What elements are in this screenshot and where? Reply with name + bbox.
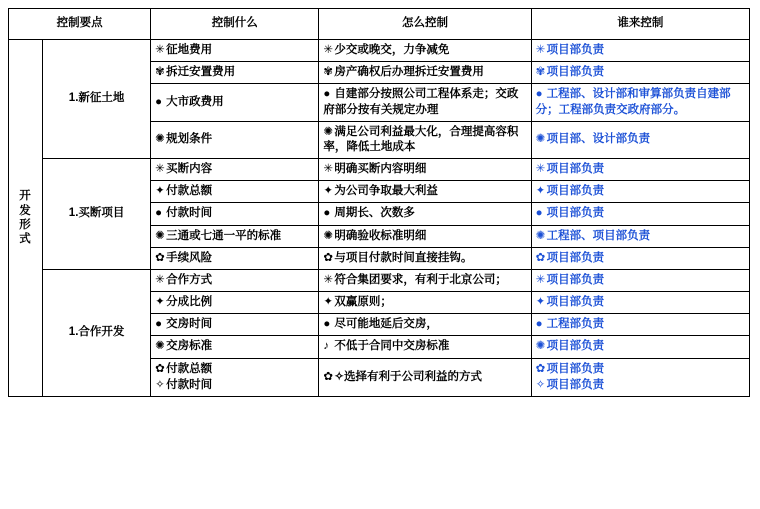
table-body	[9, 40, 750, 397]
what-text: 付款时间	[166, 207, 213, 220]
who-text: 项目部负责	[546, 251, 605, 264]
bullet-icon: ●	[155, 207, 163, 220]
bullet-icon: ✺	[155, 340, 165, 353]
what-text: 三通或七通一平的标准	[166, 229, 282, 242]
what-text: 规划条件	[166, 133, 213, 146]
how-cell	[319, 336, 531, 358]
what-text-2: 付款时间	[166, 378, 213, 391]
table-row	[9, 269, 750, 291]
bullet-icon: ●	[323, 318, 331, 331]
bullet-icon: ●	[535, 207, 543, 220]
who-text: 项目部负责	[546, 66, 605, 79]
who-line-1	[536, 362, 745, 377]
what-cell	[151, 314, 319, 336]
bullet-icon: ✺	[155, 229, 165, 242]
how-text: 满足公司利益最大化，合理提高容积率，降低土地成本	[323, 125, 519, 153]
bullet-icon: ✺	[535, 340, 546, 353]
what-cell	[151, 247, 319, 269]
who-cell	[531, 269, 749, 291]
who-cell	[531, 121, 749, 158]
what-text: 大市政费用	[166, 95, 224, 108]
bullet-icon: ✳	[323, 44, 334, 56]
bullet-icon: ✿	[535, 251, 546, 264]
how-text: 少交或晚交，力争减免	[334, 44, 450, 56]
how-cell	[319, 292, 531, 314]
table-header	[9, 9, 750, 40]
bullet-icon: ✦	[323, 185, 334, 198]
who-cell	[531, 40, 749, 62]
bullet-icon: ✿	[535, 362, 546, 375]
how-text: 房产确权后办理拆迁安置费用	[334, 66, 484, 79]
what-cell	[151, 292, 319, 314]
who-text-2: 项目部负责	[546, 378, 605, 391]
how-cell	[319, 247, 531, 269]
what-cell	[151, 159, 319, 181]
how-cell	[319, 203, 531, 225]
group-label-cooperation: 1.合作开发	[43, 269, 151, 396]
who-text: 项目部负责	[546, 296, 605, 309]
bullet-icon: ✳	[323, 163, 334, 176]
how-text: 周期长、次数多	[334, 207, 415, 220]
who-cell	[531, 247, 749, 269]
bullet-icon: ✾	[155, 66, 165, 79]
how-text: ✧选择有利于公司利益的方式	[334, 370, 483, 383]
how-cell	[319, 84, 531, 121]
header-what: 控制什么	[151, 9, 319, 40]
bullet-icon: ♪	[323, 340, 330, 353]
how-cell	[319, 269, 531, 291]
what-text: 分成比例	[166, 296, 213, 309]
what-text: 交房标准	[166, 340, 213, 353]
who-cell	[531, 181, 749, 203]
how-cell	[319, 358, 531, 396]
who-text: 项目部、设计部负责	[546, 133, 651, 146]
how-text: 不低于合同中交房标准	[334, 340, 450, 353]
who-text: 项目部负责	[546, 185, 605, 198]
group-label-buyout: 1.买断项目	[43, 159, 151, 270]
how-cell	[319, 62, 531, 84]
bullet-icon: ✦	[323, 296, 334, 309]
what-cell	[151, 203, 319, 225]
what-cell	[151, 121, 319, 158]
who-text: 工程部负责	[546, 318, 605, 331]
what-line-2	[155, 378, 314, 393]
bullet-icon: ✳	[155, 163, 165, 176]
who-text: 项目部负责	[546, 362, 605, 375]
what-cell	[151, 225, 319, 247]
what-text: 买断内容	[166, 163, 213, 176]
group-label-new-land: 1.新征土地	[43, 40, 151, 159]
what-cell	[151, 84, 319, 121]
who-text: 项目部负责	[546, 207, 605, 220]
bullet-icon: ✾	[323, 66, 334, 79]
how-cell	[319, 121, 531, 158]
control-points-table	[8, 8, 750, 397]
bullet-icon: ✿	[155, 362, 165, 375]
how-text: 双赢原则；	[334, 296, 392, 309]
table-row	[9, 40, 750, 62]
how-cell	[319, 314, 531, 336]
how-text: 明确验收标准明细	[334, 229, 427, 242]
bullet-icon: ✳	[155, 273, 165, 286]
what-text: 征地费用	[166, 44, 213, 56]
bullet-icon: ✺	[323, 125, 334, 138]
what-text: 付款总额	[166, 185, 213, 198]
who-cell	[531, 62, 749, 84]
bullet-icon: ●	[323, 88, 331, 101]
how-cell	[319, 181, 531, 203]
what-text: 拆迁安置费用	[166, 66, 236, 79]
bullet-icon: ✦	[535, 296, 546, 309]
what-cell	[151, 62, 319, 84]
bullet-icon: ●	[535, 88, 543, 101]
bullet-icon: ✿	[323, 370, 334, 383]
bullet-icon: ✿	[323, 251, 334, 264]
how-text: 与项目付款时间直接挂钩。	[334, 251, 473, 264]
how-text: 尽可能地延后交房，	[334, 318, 438, 331]
bullet-icon: ✧	[535, 378, 546, 391]
how-cell	[319, 40, 531, 62]
who-line-2	[536, 378, 745, 393]
how-text: 自建部分按照公司工程体系走；交政府部分按有关规定办理	[323, 88, 519, 116]
bullet-icon: ●	[155, 318, 163, 331]
axis-label-text: 开发形式	[19, 190, 32, 246]
who-text: 工程部、项目部负责	[546, 229, 651, 242]
bullet-icon: ●	[155, 95, 163, 108]
what-cell	[151, 336, 319, 358]
how-text: 明确买断内容明细	[334, 163, 427, 176]
bullet-icon: ✺	[535, 229, 546, 242]
what-text: 付款总额	[166, 362, 213, 375]
what-text: 手续风险	[166, 251, 213, 264]
bullet-icon: ✦	[155, 185, 165, 198]
what-line-1	[155, 362, 314, 377]
how-text: 符合集团要求，有利于北京公司；	[334, 273, 507, 286]
who-text: 项目部负责	[546, 44, 605, 56]
what-cell	[151, 40, 319, 62]
axis-label-cell	[9, 40, 43, 397]
how-cell	[319, 225, 531, 247]
who-text: 工程部、设计部和审算部负责自建部分；工程部负责交政府部分。	[535, 88, 731, 116]
bullet-icon: ✺	[535, 133, 546, 146]
bullet-icon: ✳	[535, 163, 546, 176]
who-cell	[531, 225, 749, 247]
who-cell	[531, 159, 749, 181]
bullet-icon: ✿	[155, 251, 165, 264]
who-cell	[531, 314, 749, 336]
bullet-icon: ✳	[535, 273, 546, 286]
bullet-icon: ✧	[155, 378, 165, 391]
who-cell	[531, 358, 749, 396]
table-row	[9, 159, 750, 181]
who-cell	[531, 84, 749, 121]
how-text: 为公司争取最大利益	[334, 185, 438, 198]
bullet-icon: ✺	[155, 133, 165, 146]
what-cell	[151, 181, 319, 203]
who-text: 项目部负责	[546, 340, 605, 353]
header-row	[9, 9, 750, 40]
what-cell	[151, 269, 319, 291]
header-how: 怎么控制	[319, 9, 531, 40]
who-cell	[531, 203, 749, 225]
bullet-icon: ✾	[535, 66, 546, 79]
bullet-icon: ✳	[323, 273, 334, 286]
bullet-icon: ✦	[535, 185, 546, 198]
who-cell	[531, 336, 749, 358]
bullet-icon: ✳	[155, 44, 165, 56]
who-text: 项目部负责	[546, 273, 605, 286]
what-text: 合作方式	[166, 273, 213, 286]
who-cell	[531, 292, 749, 314]
bullet-icon: ✳	[535, 44, 546, 56]
what-text: 交房时间	[166, 318, 213, 331]
header-who: 谁来控制	[531, 9, 749, 40]
bullet-icon: ●	[323, 207, 331, 220]
what-cell	[151, 358, 319, 396]
bullet-icon: ●	[535, 318, 543, 331]
header-control-points: 控制要点	[9, 9, 151, 40]
bullet-icon: ✦	[155, 296, 165, 309]
how-cell	[319, 159, 531, 181]
who-text: 项目部负责	[546, 163, 605, 176]
bullet-icon: ✺	[323, 229, 334, 242]
